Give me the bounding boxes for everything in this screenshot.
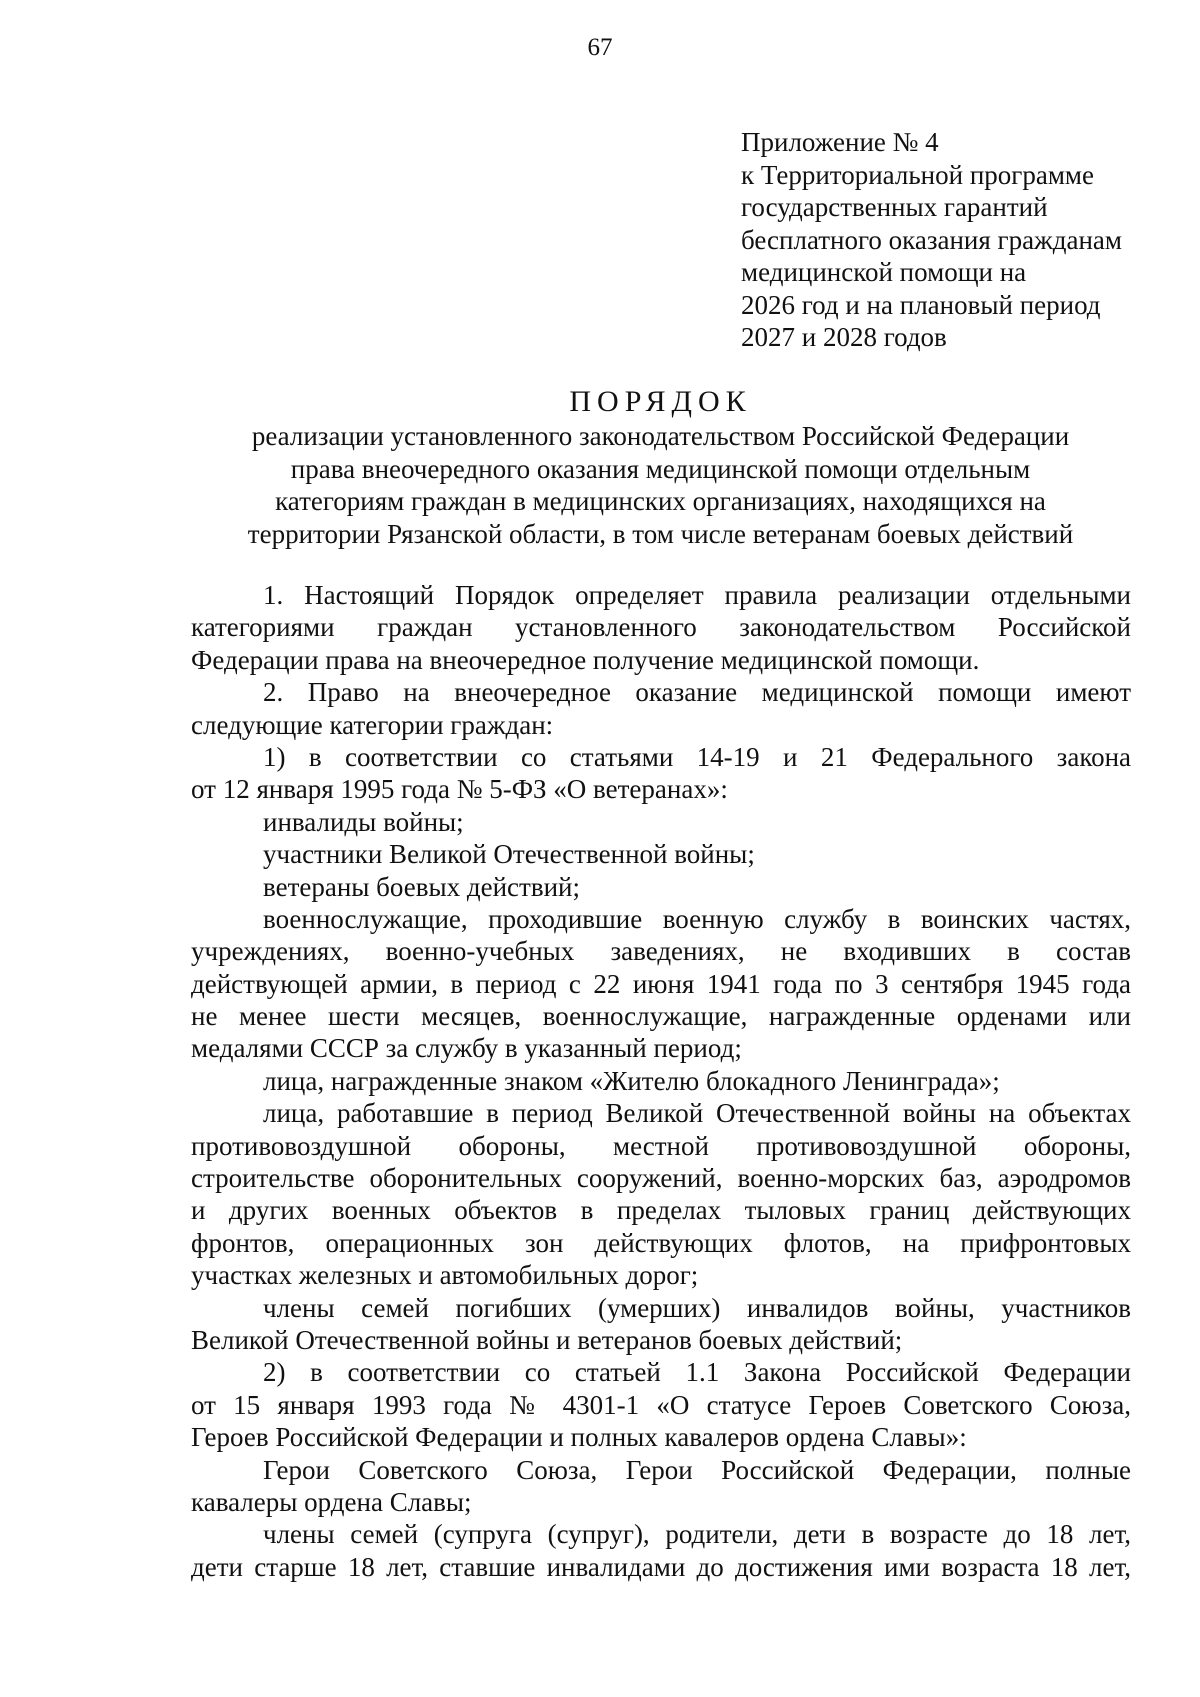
appendix-line: Приложение № 4 [741,127,939,157]
document-title: ПОРЯДОК [569,385,752,418]
body-line: медалями СССР за службу в указанный период; [191,1033,742,1064]
body-line: действующей армии, в период с 22 июня 1941 года по 3 сентября 1945 года [191,968,1131,999]
body-line: от 15 января 1993 года № 4301-1 «О статусе Героев Советского Союза, [191,1389,1131,1420]
body-line: противовоздушной обороны, местной противовоздушной обороны, [191,1130,1131,1161]
appendix-line: 2027 и 2028 годов [741,322,947,352]
body-line: категориями граждан установленного законодательством Российской [191,612,1131,643]
body-line: 2. Право на внеочередное оказание медицинской помощи имеют [263,677,1131,708]
body-line: члены семей погибших (умерших) инвалидов войны, участников [263,1292,1131,1323]
body-line: не менее шести месяцев, военнослужащие, награжденные орденами или [191,1001,1131,1032]
body-line: Великой Отечественной войны и ветеранов боевых действий; [191,1324,903,1355]
body-line: 1) в соответствии со статьями 14-19 и 21 Федерального закона [263,741,1131,772]
body-line: следующие категории граждан: [191,709,554,740]
subtitle-line: территории Рязанской области, в том числе ветеранам боевых действий [247,518,1074,549]
subtitle-line: права внеочередного оказания медицинской помощи отдельным [290,453,1031,484]
appendix-header [741,126,1181,354]
body-line: военнослужащие, проходившие военную службу в воинских частях, [263,903,1131,934]
appendix-line: бесплатного оказания гражданам [741,224,1122,255]
body-line: инвалиды войны; [263,806,464,837]
document-body [191,579,1131,1583]
body-line: ветераны боевых действий; [263,871,580,902]
body-line: лица, награжденные знаком «Жителю блокадного Ленинграда»; [263,1065,1000,1096]
appendix-line: медицинской помощи на [741,257,1027,287]
body-line: кавалеры ордена Славы; [191,1486,472,1517]
body-line: Герои Советского Союза, Герои Российской Федерации, полные [263,1454,1131,1485]
body-line: фронтов, операционных зон действующих флотов, на прифронтовых [191,1227,1131,1258]
body-line: 2) в соответствии со статьей 1.1 Закона Российской Федерации [263,1357,1131,1388]
body-line: строительстве оборонительных сооружений, военно-морских баз, аэродромов [191,1163,1131,1194]
body-line: Героев Российской Федерации и полных кавалеров ордена Славы»: [191,1422,967,1453]
appendix-line: к Территориальной программе [741,159,1094,190]
subtitle-line: категориям граждан в медицинских организациях, находящихся на [275,486,1046,516]
body-line: члены семей (супруга (супруг), родители, дети в возрасте до 18 лет, [263,1519,1131,1550]
body-line: дети старше 18 лет, ставшие инвалидами до достижения ими возраста 18 лет, [191,1551,1131,1582]
appendix-line: государственных гарантий [741,192,1048,222]
body-line: лица, работавшие в период Великой Отечественной войны на объектах [263,1098,1131,1129]
body-line: участках железных и автомобильных дорог; [191,1260,699,1291]
body-line: 1. Настоящий Порядок определяет правила реализации отдельными [263,580,1131,610]
document-subtitle [190,420,1131,550]
title-block [190,384,1131,550]
page-number: 67 [587,34,613,61]
subtitle-line: реализации установленного законодательством Российской Федерации [251,421,1070,451]
body-line: и других военных объектов в пределах тыловых границ действующих [191,1195,1131,1226]
body-line: от 12 января 1995 года № 5-ФЗ «О ветеранах»: [191,774,728,805]
body-line: Федерации права на внеочередное получение медицинской помощи. [191,644,980,675]
appendix-line: 2026 год и на плановый период [741,289,1101,320]
body-line: учреждениях, военно-учебных заведениях, не входивших в состав [191,936,1131,967]
body-line: участники Великой Отечественной войны; [263,839,755,870]
